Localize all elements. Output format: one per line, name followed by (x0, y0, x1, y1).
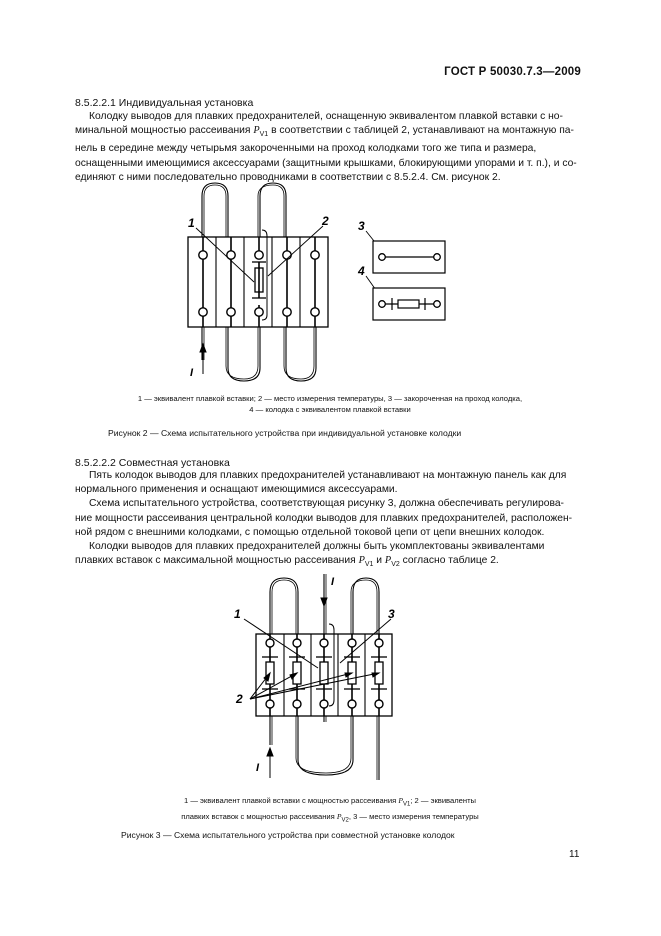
figure-3-legend: 1 — эквивалент плавкой вставки с мощностью рассеивания $P_{V1}$; 2 — эквиваленты плавких вставок с мощностью рассеивания $P_{V2}$, 3 — место измерения температуры (181, 796, 479, 824)
figure2-label-1: 1 (188, 216, 195, 230)
text-line: Колодки выводов для плавких предохранителей должны быть укомплектованы эквивалентами (89, 541, 545, 553)
text-line: нормального применения и оснащают имеющимися аксессуарами. (75, 484, 398, 496)
figure2-label-3: 3 (358, 219, 365, 233)
text-line: оснащенными имеющимися аксессуарами (защитными крышками, блокирующими упорами и т. п.), и со- (75, 157, 577, 169)
standard-number: ГОСТ Р 50030.7.3—2009 (444, 66, 581, 78)
text-line: Колодку выводов для плавких предохранителей, оснащенную эквивалентом плавкой вставки с но- (89, 111, 563, 122)
figure-2-title: Рисунок 2 — Схема испытательного устройства при индивидуальной установке колодки (108, 428, 462, 438)
text-line: Пять колодок выводов для плавких предохранителей устанавливают на монтажную панель как для (89, 470, 567, 481)
figure3-label-3: 3 (388, 607, 395, 621)
section-heading-individual: 8.5.2.2.1 Индивидуальная установка (75, 97, 254, 109)
text-line: Схема испытательного устройства, соответствующая рисунку 3, должна обеспечивать регулирова- (89, 498, 564, 510)
text-line: плавких вставок с максимальной мощностью рассеивания $P_{V1}$ и $P_{V2}$ согласно таблице 2. (75, 555, 499, 569)
text-line: единяют с ними последовательно проводниками в соответствии с 8.5.2.4. См. рисунок 2. (75, 171, 501, 183)
page-number: 11 (569, 849, 580, 860)
figure2-label-2: 2 (322, 214, 329, 228)
section-heading-joint: 8.5.2.2.2 Совместная установка (75, 457, 230, 469)
figure3-label-1: 1 (234, 607, 241, 621)
figure3-label-2: 2 (236, 692, 243, 706)
figure3-current-label-bottom: I (256, 762, 260, 774)
text-line: минальной мощностью рассеивания $P_{V1}$ в соответствии с таблицей 2, устанавливают на монтажную па- (75, 125, 574, 139)
figure-2-legend: 1 — эквивалент плавкой вставки; 2 — место измерения температуры, 3 — закороченная на проход колодка, 4 — колодка с эквивалентом плавкой вставки (137, 394, 523, 414)
text-line: ной рядом с внешними колодками, с помощью отдельной токовой цепи от цепи внешних колодок. (75, 526, 545, 538)
figure2-label-4: 4 (358, 264, 365, 278)
figure-3-title: Рисунок 3 — Схема испытательного устройства при совместной установке колодок (121, 830, 455, 840)
text-line: ние мощности рассеивания центральной колодки выводов для плавких предохранителей, расположен- (75, 512, 573, 524)
figure2-current-label: I (190, 367, 194, 379)
text-line: нель в середине между четырьмя закороченными на проход колодками того же типа и размера, (75, 143, 537, 155)
figure3-current-label-top: I (331, 576, 335, 588)
